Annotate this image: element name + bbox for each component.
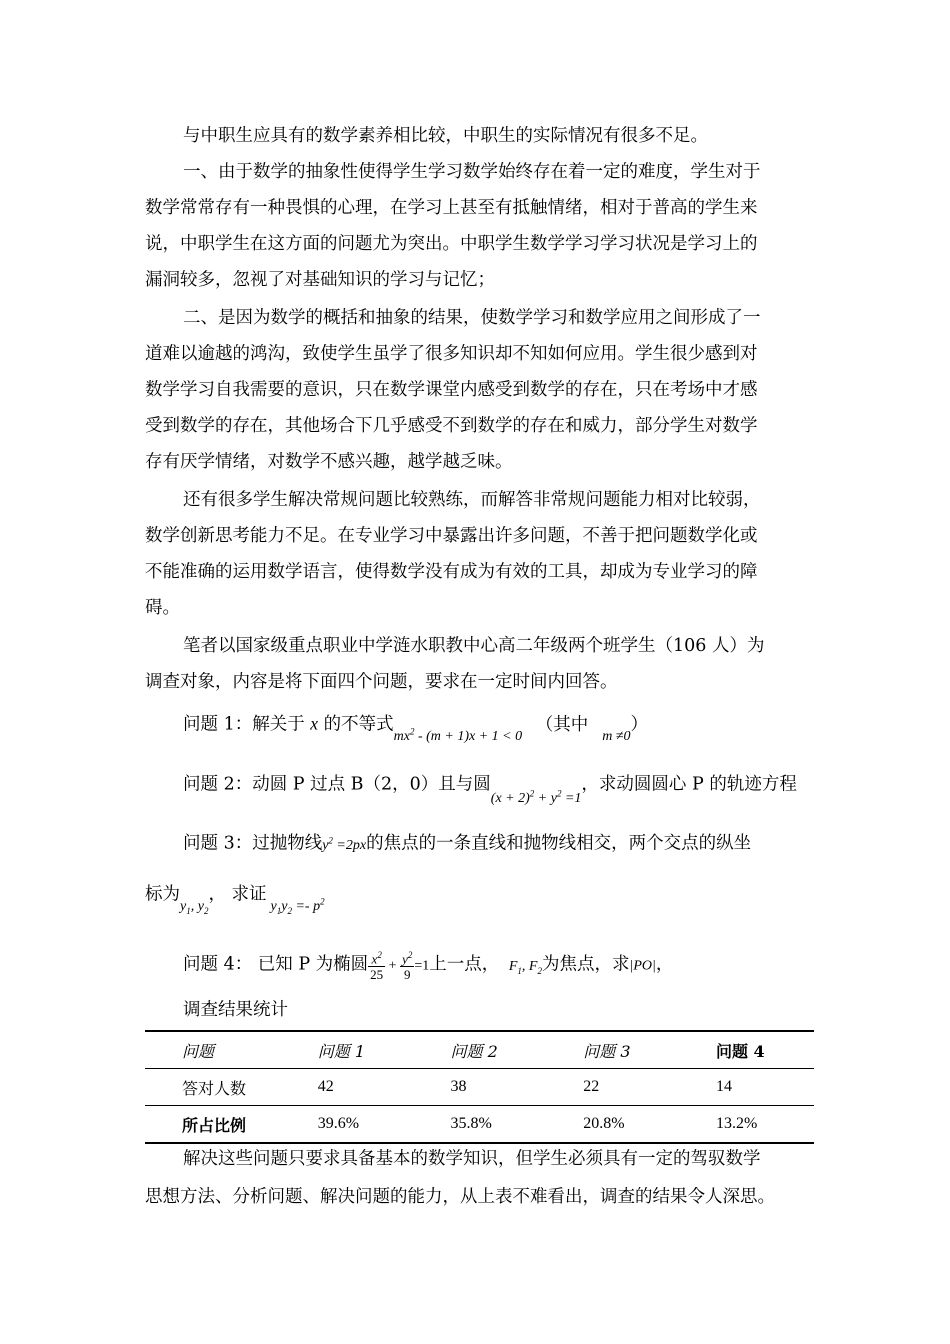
- circle-formula: (x + 2)2 + y2 =1: [490, 788, 582, 806]
- coordinates-formula: y1, y2: [180, 898, 209, 916]
- question-3: 问题 3：过抛物线$y^2 =2px$的焦点的一条直线和抛物线相交，两个交点的纵坐: [183, 833, 752, 854]
- question-2: 问题 2：动圆 P 过点 B（2，0）且与圆$_{(x + 2)^2 + y^2 =1}$，求动圆圆心 P 的轨迹方程: [183, 774, 797, 806]
- question-4: 问题 4： 已知 P 为椭圆 $\frac{x^2}{25}$ + $\frac{y^2}{9}$ =1上一点， $F_1$, $F_2$为焦点，求|PO|，: [183, 950, 674, 983]
- condition-formula: m ≠0: [602, 728, 631, 744]
- paragraph-line: 思想方法、分析问题、解决问题的能力，从上表不难看出，调查的结果令人深思。: [145, 1187, 775, 1207]
- table-header-cell: 问题 3: [583, 1031, 716, 1069]
- table-cell: 42: [318, 1069, 451, 1106]
- table-cell: 答对人数: [145, 1069, 318, 1106]
- paragraph-line: 存有厌学情绪，对数学不感兴趣，越学越乏味。: [145, 452, 513, 472]
- table-row: [145, 1069, 814, 1106]
- table-cell: 22: [583, 1069, 716, 1106]
- table-cell: 13.2%: [716, 1106, 814, 1144]
- question-1: 问题 1：解关于 x 的不等式$_{mx^2 - (m + 1)x + 1 < 0}$ （其中$_{m \ne 0}$）: [183, 713, 648, 744]
- paragraph-line: 受到数学的存在，其他场合下几乎感受不到数学的存在和威力，部分学生对数学: [145, 416, 758, 436]
- table-header-cell: 问题 2: [450, 1031, 583, 1069]
- table-cell: 38: [450, 1069, 583, 1106]
- paragraph-line: 笔者以国家级重点职业中学涟水职教中心高二年级两个班学生（106 人）为: [183, 636, 765, 656]
- paragraph-line: 解决这些问题只要求具备基本的数学知识，但学生必须具有一定的驾驭数学: [183, 1149, 761, 1169]
- foci-formula: $F_1$, $F_2$: [508, 958, 542, 976]
- paragraph-line: 与中职生应具有的数学素养相比较，中职生的实际情况有很多不足。: [183, 126, 708, 146]
- ellipse-fraction-x: $\frac{x^2}{25}$: [370, 950, 384, 983]
- paragraph-line: 还有很多学生解决常规问题比较熟练，而解答非常规问题能力相对比较弱，: [183, 490, 761, 510]
- paragraph-line: 调查对象，内容是将下面四个问题，要求在一定时间内回答。: [145, 672, 618, 692]
- question-3-continued: 标为$_{y_1, y_2}$， 求证$_{y_1y_2 =- p^2}$: [145, 884, 325, 916]
- table-header-cell: 问题 1: [318, 1031, 451, 1069]
- paragraph-line: 数学创新思考能力不足。在专业学习中暴露出许多问题，不善于把问题数学化或: [145, 526, 758, 546]
- table-header-row: [145, 1031, 814, 1069]
- paragraph-line: 碍。: [145, 598, 180, 618]
- paragraph-line: 二、是因为数学的概括和抽象的结果，使数学学习和数学应用之间形成了一: [183, 308, 761, 328]
- table-cell: 所占比例: [145, 1106, 318, 1144]
- paragraph-line: 道难以逾越的鸿沟，致使学生虽学了很多知识却不知如何应用。学生很少感到对: [145, 344, 758, 364]
- distance-formula: |PO|: [629, 958, 656, 974]
- table-cell: 39.6%: [318, 1106, 451, 1144]
- table-cell: 20.8%: [583, 1106, 716, 1144]
- paragraph-line: 说，中职学生在这方面的问题尤为突出。中职学生数学学习学习状况是学习上的: [145, 234, 758, 254]
- parabola-formula: $y^2 =2px$: [322, 835, 367, 853]
- table-row: [145, 1106, 814, 1144]
- table-header-cell: 问题 4: [716, 1031, 814, 1069]
- paragraph-line: 数学常常存有一种畏惧的心理，在学习上甚至有抵触情绪，相对于普高的学生来: [145, 198, 758, 218]
- paragraph-line: 不能准确的运用数学语言，使得数学没有成为有效的工具，却成为专业学习的障: [145, 562, 758, 582]
- table-cell: 14: [716, 1069, 814, 1106]
- results-table: [145, 1030, 814, 1144]
- proof-formula: y1y2 =- p2: [270, 896, 325, 916]
- table-cell: 35.8%: [450, 1106, 583, 1144]
- paragraph-line: 漏洞较多，忽视了对基础知识的学习与记忆；: [145, 270, 495, 290]
- inequality-formula: mx2 - (m + 1)x + 1 < 0: [393, 726, 523, 744]
- table-header-cell: 问题: [145, 1031, 318, 1069]
- ellipse-fraction-y: $\frac{y^2}{9}$: [402, 950, 413, 983]
- paragraph-line: 一、由于数学的抽象性使得学生学习数学始终存在着一定的难度，学生对于: [183, 162, 761, 182]
- paragraph-line: 数学学习自我需要的意识，只在数学课堂内感受到数学的存在，只在考场中才感: [145, 380, 758, 400]
- table-caption: 调查结果统计: [183, 1000, 288, 1020]
